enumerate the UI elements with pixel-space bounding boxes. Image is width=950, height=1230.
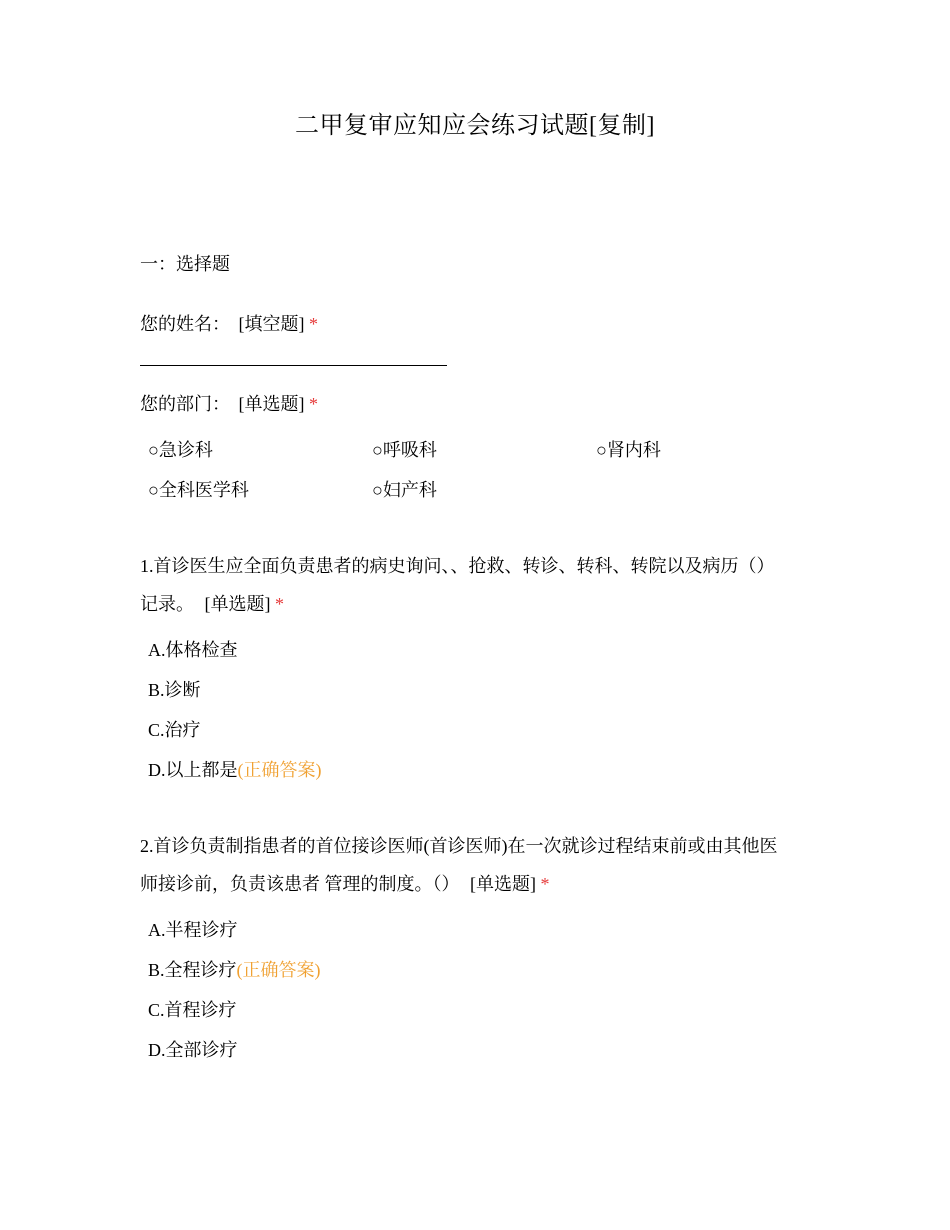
- dept-option-general-medicine[interactable]: ○全科医学科: [148, 480, 249, 500]
- question-1-line2: 记录。: [140, 594, 194, 614]
- section-heading: 一：选择题: [140, 254, 230, 274]
- dept-option-emergency[interactable]: ○急诊科: [148, 440, 213, 460]
- q1-option-d-label: D.以上都是: [148, 760, 238, 780]
- required-mark: *: [309, 314, 318, 334]
- q2-option-a[interactable]: A.半程诊疗: [148, 920, 238, 940]
- question-1-line2-wrap: [140, 585, 820, 623]
- question-1-line1: 1.首诊医生应全面负责患者的病史询问、、抢救、转诊、转科、转院以及病历（）: [140, 556, 775, 576]
- dept-option-obstetrics[interactable]: ○妇产科: [372, 480, 437, 500]
- correct-answer-tag: (正确答案): [237, 760, 322, 780]
- correct-answer-tag: (正确答案): [236, 960, 321, 980]
- name-input-line[interactable]: [140, 365, 447, 366]
- q1-option-c[interactable]: C.治疗: [148, 720, 201, 740]
- q2-option-b[interactable]: [148, 958, 321, 982]
- dept-option-respiratory[interactable]: ○呼吸科: [372, 440, 437, 460]
- dept-option-nephrology[interactable]: ○肾内科: [596, 440, 661, 460]
- dept-question-label: 您的部门：: [140, 394, 230, 414]
- page-title: 二甲复审应知应会练习试题[复制]: [295, 113, 655, 139]
- question-2: [140, 827, 820, 903]
- question-1: [140, 547, 820, 623]
- q1-option-b[interactable]: B.诊断: [148, 680, 201, 700]
- required-mark: *: [309, 394, 318, 414]
- question-1-type: [单选题]: [204, 594, 271, 614]
- question-2-line2-wrap: [140, 865, 820, 903]
- q2-option-c[interactable]: C.首程诊疗: [148, 1000, 237, 1020]
- name-question: [140, 312, 318, 336]
- q2-option-d[interactable]: D.全部诊疗: [148, 1040, 238, 1060]
- q1-option-d[interactable]: [148, 758, 322, 782]
- name-question-type: [填空题]: [238, 314, 305, 334]
- question-2-line2: 师接诊前，负责该患者 管理的制度。（）: [140, 874, 460, 894]
- question-2-line1: 2.首诊负责制指患者的首位接诊医师(首诊医师)在一次就诊过程结束前或由其他医: [140, 836, 778, 856]
- q2-option-b-label: B.全程诊疗: [148, 960, 237, 980]
- required-mark: *: [275, 594, 284, 614]
- dept-question: [140, 392, 318, 416]
- required-mark: *: [540, 874, 550, 894]
- q1-option-a[interactable]: A.体格检查: [148, 640, 238, 660]
- name-question-label: 您的姓名：: [140, 314, 230, 334]
- dept-question-type: [单选题]: [238, 394, 305, 414]
- question-2-type: [单选题]: [470, 874, 536, 894]
